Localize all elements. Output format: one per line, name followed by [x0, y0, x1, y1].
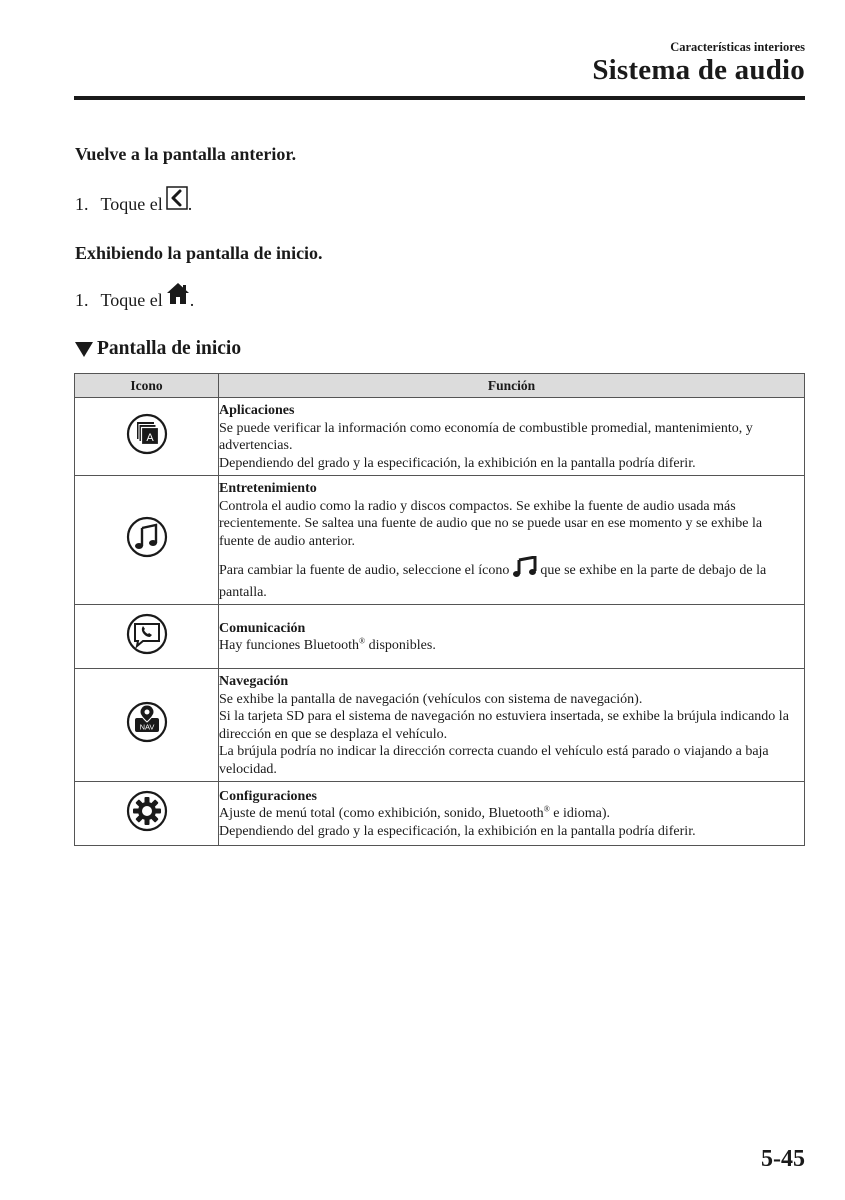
function-title: Entretenimiento	[219, 481, 317, 496]
triangle-bullet-icon	[75, 342, 93, 357]
function-cell	[219, 782, 805, 846]
column-header-function: Función	[219, 374, 805, 398]
table-row	[75, 669, 805, 782]
function-title: Configuraciones	[219, 788, 317, 804]
function-title: Comunicación	[219, 620, 306, 636]
note-text-before: Para cambiar la fuente de audio, seleccione el ícono	[219, 563, 510, 578]
function-cell	[219, 398, 805, 476]
table-row	[75, 398, 805, 476]
music-note-icon	[513, 556, 537, 584]
table-row	[75, 605, 805, 669]
page-title: Sistema de audio	[592, 54, 805, 86]
chapter-label: Características interiores	[670, 40, 805, 54]
icon-cell	[75, 782, 219, 846]
step-text: Toque el	[100, 290, 163, 310]
function-table	[74, 373, 805, 846]
registered-mark: ®	[543, 804, 550, 814]
function-text: Dependiendo del grado y la especificación, la exhibición en la pantalla podría diferir.	[219, 823, 696, 839]
function-text-part: Hay funciones Bluetooth	[219, 638, 359, 653]
icon-cell	[75, 398, 219, 476]
home-screen-heading	[75, 338, 241, 360]
column-header-icon: Icono	[75, 374, 219, 398]
navigation-icon	[126, 722, 168, 747]
function-note	[219, 556, 798, 601]
step-end: .	[187, 194, 193, 214]
function-text: Se exhibe la pantalla de navegación (vehículos con sistema de navegación).	[219, 691, 643, 707]
phone-communication-icon	[126, 644, 168, 659]
registered-mark: ®	[358, 636, 366, 646]
function-cell	[219, 669, 805, 782]
function-text	[219, 637, 798, 655]
back-heading: Vuelve a la pantalla anterior.	[75, 144, 297, 164]
svg-text:A: A	[145, 431, 154, 444]
gear-settings-icon	[126, 821, 168, 836]
back-step	[75, 186, 192, 215]
note-text-after: que se exhibe en la parte de debajo de la pantalla.	[219, 563, 767, 600]
function-text-part: e idioma).	[549, 806, 611, 822]
function-text: Controla el audio como la radio y discos compactos. Se exhibe la fuente de audio usada más recientemente. Se saltea una fuente de audio que no se puede usar en ese momento y se exhibe la fuente de audio anterior.	[219, 498, 763, 549]
home-step	[75, 282, 194, 311]
back-chevron-icon	[166, 186, 188, 215]
function-title: Navegación	[219, 674, 289, 689]
nav-icon-label: NAV	[139, 722, 154, 732]
function-text-part: disponibles.	[365, 638, 436, 653]
function-text-part: Ajuste de menú total (como exhibición, sonido, Bluetooth	[219, 806, 544, 822]
step-text: Toque el	[100, 194, 163, 214]
step-end: .	[189, 290, 195, 310]
function-cell	[219, 605, 805, 669]
applications-icon	[126, 431, 168, 459]
function-text	[219, 805, 798, 823]
home-screen-heading-text: Pantalla de inicio	[97, 338, 242, 359]
home-heading: Exhibiendo la pantalla de inicio.	[75, 243, 323, 263]
function-text: Dependiendo del grado y la especificación, la exhibición en la pantalla podría diferir.	[219, 455, 696, 471]
icon-cell	[75, 605, 219, 669]
step-number: 1.	[75, 194, 89, 214]
function-text: La brújula podría no indicar la dirección correcta cuando el vehículo está parado o viajando a baja velocidad.	[219, 744, 769, 777]
table-header-row	[75, 374, 805, 398]
music-note-icon	[126, 547, 168, 562]
function-text: Se puede verificar la información como economía de combustible promedial, mantenimiento, y advertencias.	[219, 420, 753, 453]
header-rule	[74, 96, 805, 100]
table-row	[75, 476, 805, 605]
icon-cell	[75, 669, 219, 782]
function-cell	[219, 476, 805, 605]
function-text: Si la tarjeta SD para el sistema de navegación no estuviera insertada, se exhibe la brújula indicando la dirección en que se desplaza el vehículo.	[219, 709, 789, 742]
table-row	[75, 782, 805, 846]
step-number: 1.	[75, 290, 89, 310]
home-icon	[166, 282, 190, 311]
page-number: 5-45	[761, 1146, 805, 1172]
function-title: Aplicaciones	[219, 403, 295, 418]
icon-cell	[75, 476, 219, 605]
